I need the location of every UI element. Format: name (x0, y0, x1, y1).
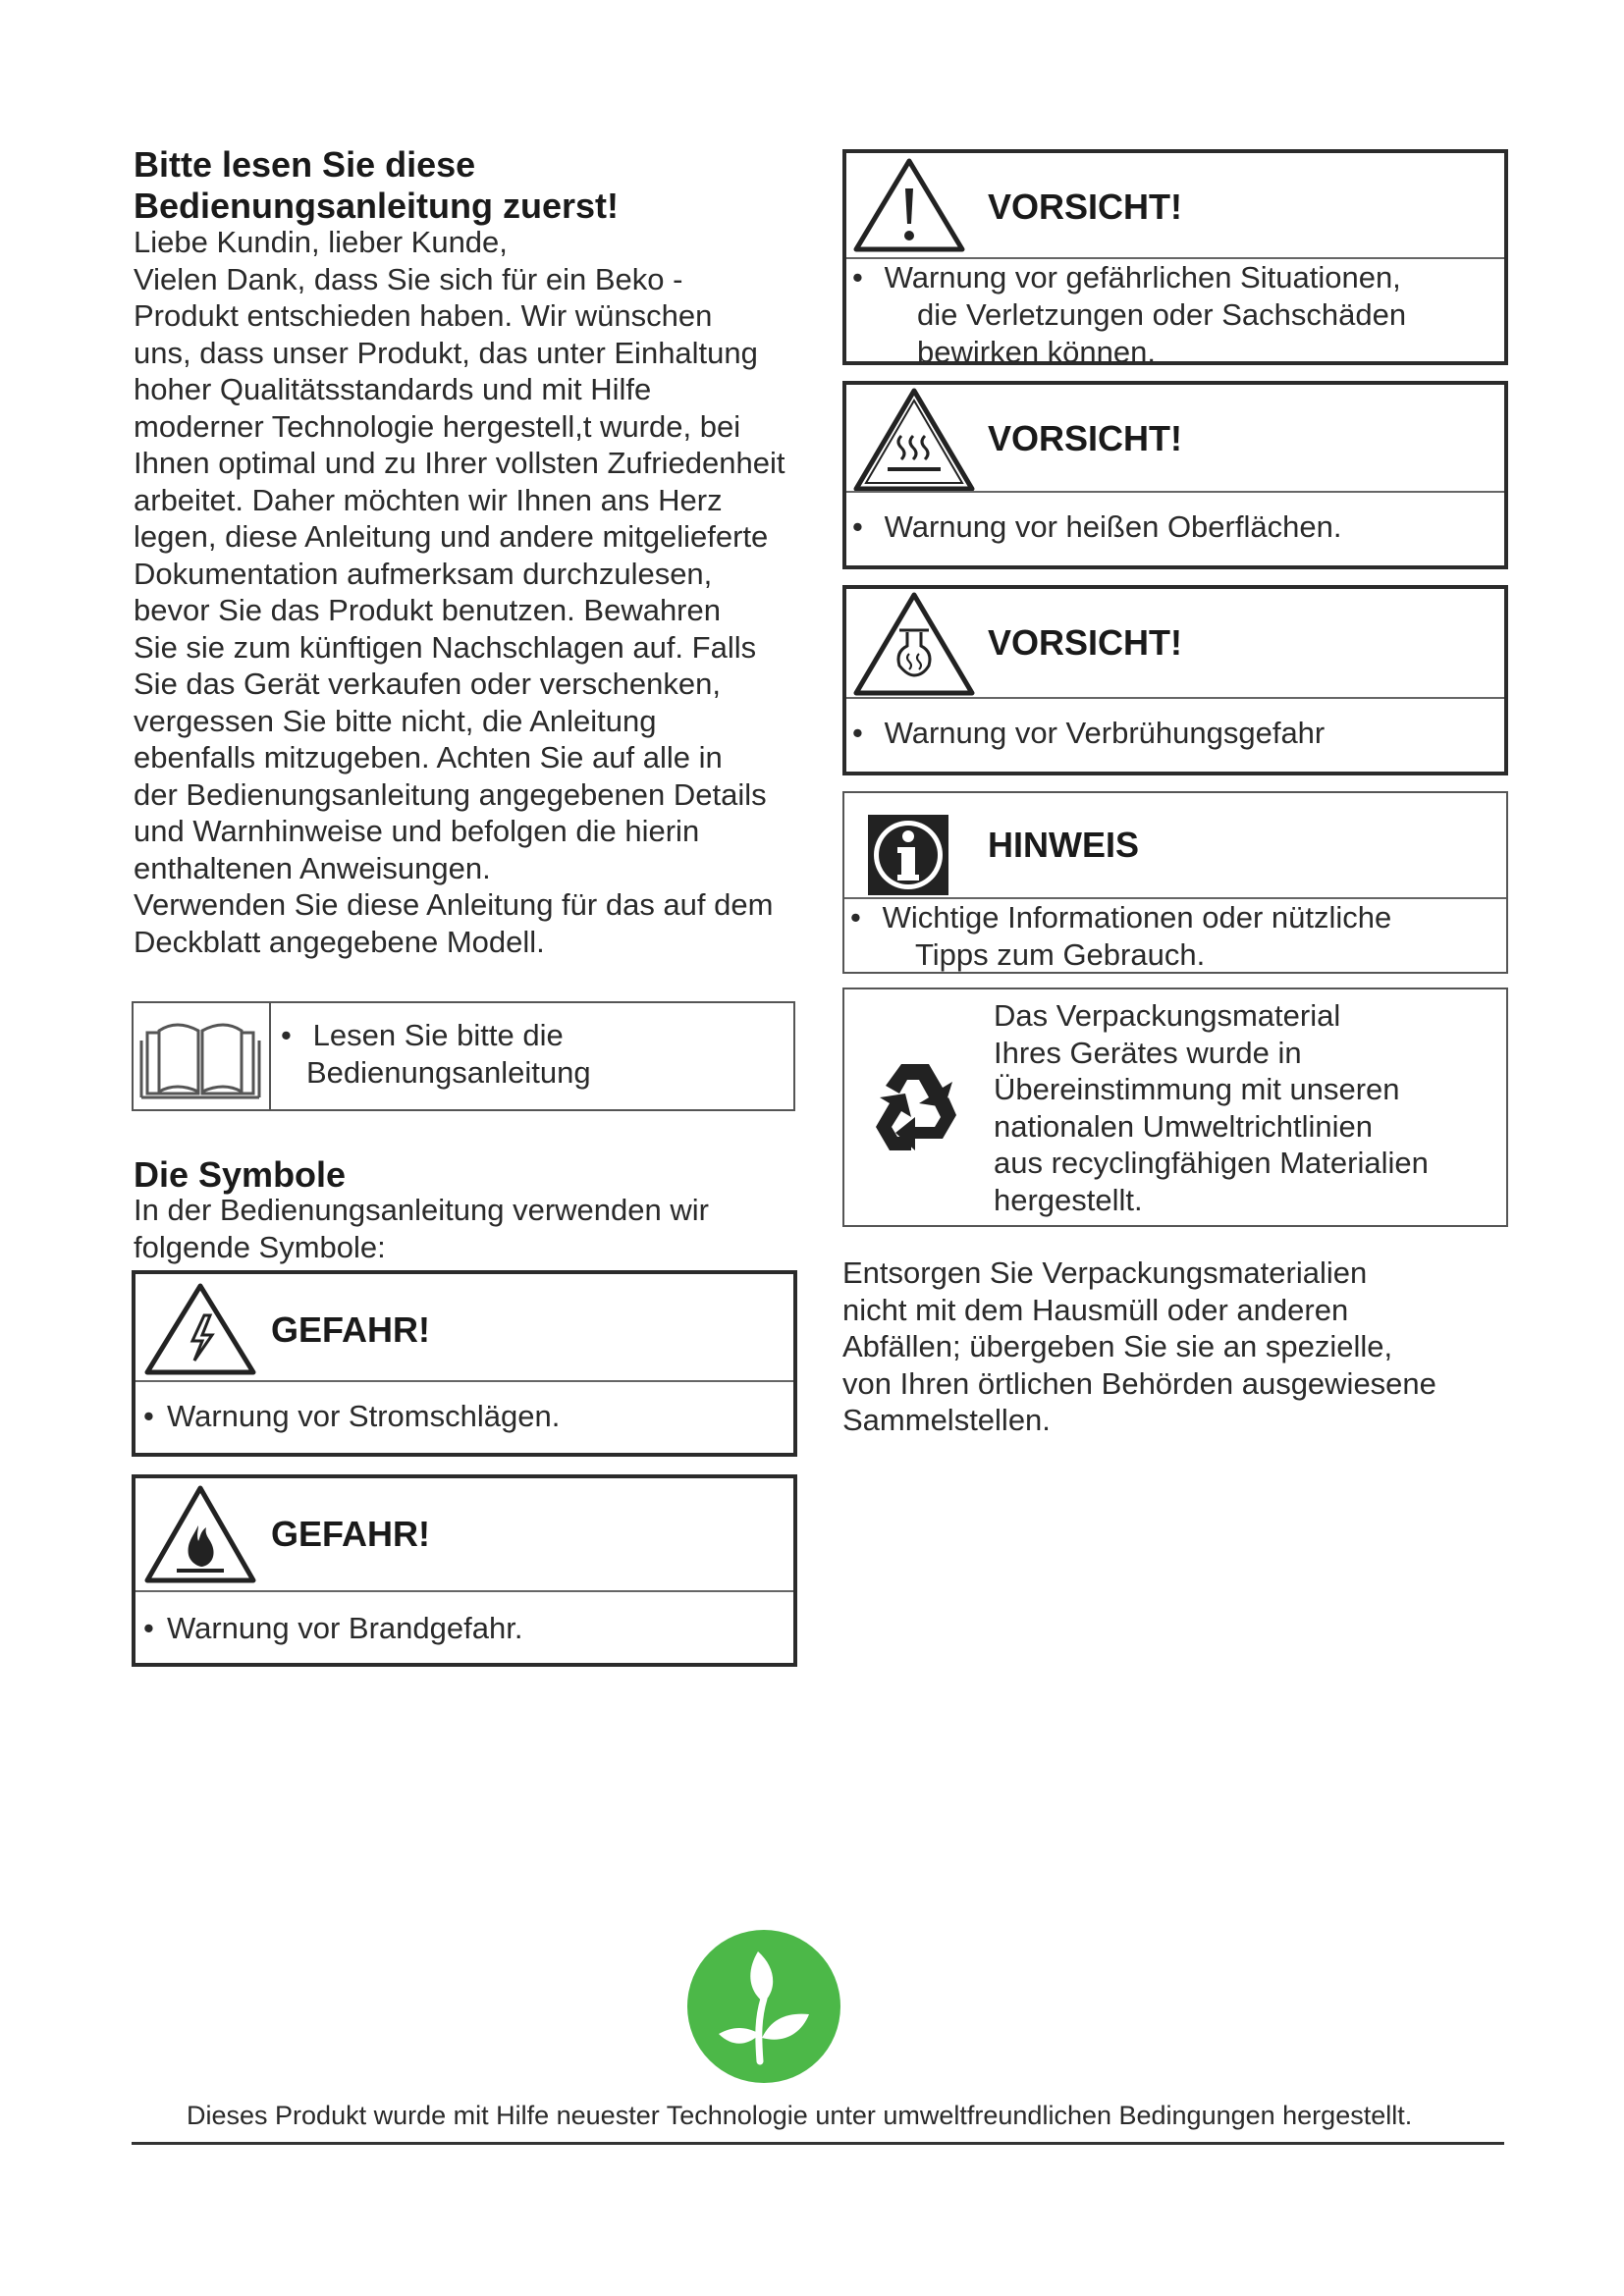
open-book-icon (137, 1013, 263, 1101)
caution-general-line1: Warnung vor gefährlichen Situationen, (884, 260, 1401, 294)
scald-warning-icon (852, 591, 976, 699)
recycling-box (842, 988, 1508, 1227)
recycling-line: nationalen Umweltrichtlinien (994, 1108, 1373, 1144)
intro-line: Verwenden Sie diese Anleitung für das auf dem (134, 887, 774, 922)
intro-line: Sie sie zum künftigen Nachschlagen auf. Falls (134, 629, 757, 665)
info-line2: Tipps zum Gebrauch. (915, 937, 1206, 972)
read-manual-box (132, 1001, 795, 1111)
caution-general-line3: bewirken können. (917, 335, 1156, 369)
danger-fire-box (132, 1474, 797, 1667)
green-leaf-icon (685, 1928, 842, 2085)
exclamation-warning-icon (852, 157, 966, 255)
disposal-line: Entsorgen Sie Verpackungsmaterialien (842, 1255, 1368, 1290)
fire-warning-icon (143, 1484, 257, 1586)
caution-hot-text: • Warnung vor heißen Oberflächen. (852, 509, 1342, 544)
caution-hot-line: Warnung vor heißen Oberflächen. (884, 509, 1342, 544)
recycling-line: aus recyclingfähigen Materialien (994, 1146, 1429, 1180)
intro-line: Vielen Dank, dass Sie sich für ein Beko - (134, 261, 683, 296)
footer-text: Dieses Produkt wurde mit Hilfe neuester Technologie unter umweltfreundlichen Bedingungen hergestellt. (187, 2101, 1413, 2130)
intro-line: und Warnhinweise und befolgen die hierin (134, 814, 700, 848)
danger-electric-title: GEFAHR! (271, 1309, 430, 1350)
page-heading (134, 144, 619, 227)
box-divider (846, 697, 1504, 699)
danger-electric-line: Warnung vor Stromschlägen. (167, 1399, 561, 1433)
recycling-line: Das Verpackungsmaterial (994, 998, 1341, 1033)
intro-line: Liebe Kundin, lieber Kunde, (134, 225, 508, 259)
read-manual-divider (269, 1003, 271, 1109)
box-divider (135, 1590, 793, 1592)
intro-line: vergessen Sie bitte nicht, die Anleitung (134, 703, 657, 738)
danger-fire-title: GEFAHR! (271, 1514, 430, 1554)
caution-scald-text: • Warnung vor Verbrühungsgefahr (852, 716, 1326, 750)
disposal-line: Abfällen; übergeben Sie sie an spezielle, (842, 1329, 1393, 1363)
read-manual-line2: Bedienungsanleitung (306, 1055, 591, 1090)
footer-rule (132, 2142, 1504, 2145)
intro-line: Deckblatt angegebene Modell. (134, 924, 545, 959)
electric-shock-warning-icon (143, 1282, 257, 1376)
recycling-line: hergestellt. (994, 1182, 1143, 1217)
disposal-line: von Ihren örtlichen Behörden ausgewiesene (842, 1365, 1436, 1401)
intro-line: Ihnen optimal und zu Ihrer vollsten Zufriedenheit (134, 446, 785, 480)
intro-line: ebenfalls mitzugeben. Achten Sie auf alle in (134, 740, 723, 774)
recycling-line: Ihres Gerätes wurde in (994, 1035, 1302, 1070)
symbols-intro (134, 1192, 709, 1265)
caution-hot-title: VORSICHT! (988, 418, 1182, 458)
symbols-heading: Die Symbole (134, 1154, 347, 1195)
intro-line: arbeitet. Daher möchten wir Ihnen ans Herz (134, 482, 723, 517)
caution-hot-box (842, 381, 1508, 569)
intro-line: uns, dass unser Produkt, das unter Einhaltung (134, 335, 758, 370)
disposal-line: nicht mit dem Hausmüll oder anderen (842, 1292, 1349, 1327)
caution-general-line2: die Verletzungen oder Sachschäden (917, 297, 1407, 332)
intro-line: der Bedienungsanleitung angegebenen Details (134, 776, 767, 812)
disposal-line: Sammelstellen. (842, 1403, 1051, 1437)
info-icon (868, 815, 948, 895)
caution-general-text: • Warnung vor gefährlichen Situationen, die Verletzungen oder Sachschäden bewirken können. (852, 260, 1407, 369)
info-title: HINWEIS (988, 825, 1140, 865)
danger-electric-box (132, 1270, 797, 1457)
intro-line: legen, diese Anleitung und andere mitgelieferte (134, 519, 769, 554)
read-manual-text: • Lesen Sie bitte die Bedienungsanleitung (281, 1018, 591, 1090)
hot-surface-warning-icon (852, 387, 976, 495)
intro-line: bevor Sie das Produkt benutzen. Bewahren (134, 593, 721, 627)
symbols-intro-line1: In der Bedienungsanleitung verwenden wir (134, 1193, 709, 1227)
intro-line: Dokumentation aufmerksam durchzulesen, (134, 556, 713, 591)
caution-scald-line: Warnung vor Verbrühungsgefahr (884, 716, 1326, 750)
danger-fire-line: Warnung vor Brandgefahr. (167, 1611, 523, 1645)
page-heading-line2: Bedienungsanleitung zuerst! (134, 186, 620, 226)
caution-general-box (842, 149, 1508, 369)
symbols-intro-line2: folgende Symbole: (134, 1229, 386, 1264)
info-line1: Wichtige Informationen oder nützliche (882, 900, 1392, 934)
intro-line: hoher Qualitätsstandards und mit Hilfe (134, 372, 652, 406)
page-heading-line1: Bitte lesen Sie diese (134, 144, 476, 185)
intro-line: moderner Technologie hergestell,t wurde, bei (134, 408, 741, 444)
recycle-icon (862, 1056, 968, 1158)
info-text: • Wichtige Informationen oder nützliche Tipps zum Gebrauch. (850, 900, 1392, 972)
intro-line: Produkt entschieden haben. Wir wünschen (134, 298, 713, 333)
recycling-text (994, 997, 1429, 1218)
box-divider (135, 1380, 793, 1382)
danger-electric-text: • Warnung vor Stromschlägen. (143, 1399, 561, 1433)
caution-scald-box (842, 585, 1508, 775)
intro-line: enthaltenen Anweisungen. (134, 850, 491, 885)
danger-fire-text: • Warnung vor Brandgefahr. (143, 1611, 523, 1645)
box-divider (846, 491, 1504, 493)
recycling-line: Übereinstimmung mit unseren (994, 1072, 1400, 1106)
disposal-paragraph (842, 1255, 1549, 1439)
intro-line: Sie das Gerät verkaufen oder verschenken, (134, 667, 721, 701)
caution-scald-title: VORSICHT! (988, 622, 1182, 663)
caution-general-title: VORSICHT! (988, 187, 1182, 227)
info-box (842, 791, 1508, 974)
intro-paragraph (134, 224, 821, 960)
read-manual-line1: Lesen Sie bitte die (312, 1018, 564, 1052)
